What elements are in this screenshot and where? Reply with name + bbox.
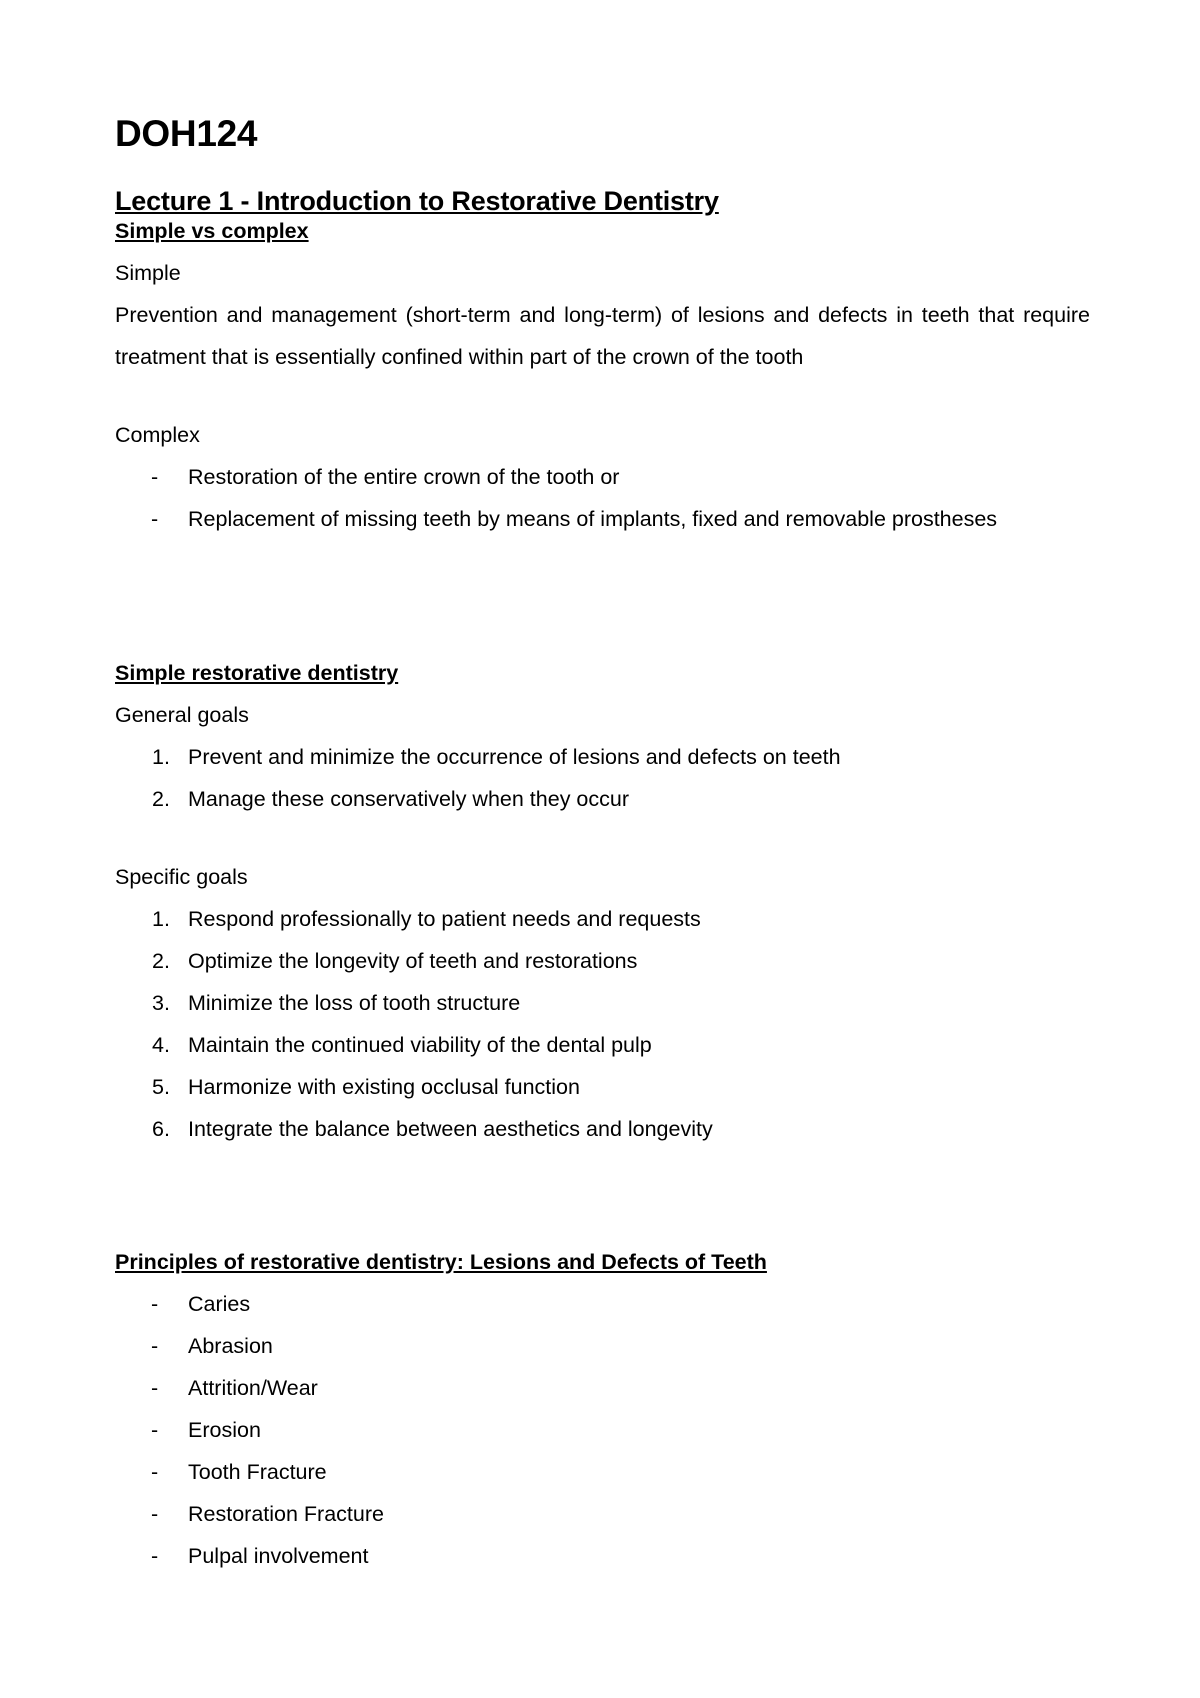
list-item-text: Attrition/Wear bbox=[188, 1376, 318, 1400]
list-item bbox=[115, 1283, 1090, 1325]
list-item-text: Pulpal involvement bbox=[188, 1544, 369, 1568]
lesions-list bbox=[115, 1283, 1090, 1577]
list-item bbox=[115, 1493, 1090, 1535]
section-simple-restorative bbox=[115, 652, 1090, 1150]
list-item bbox=[115, 456, 1090, 498]
number-marker: 1. bbox=[152, 745, 170, 769]
simple-definition: Prevention and management (short-term and long-term) of lesions and defects in teeth that require treatment that is essentially confined within part of the crown of the tooth bbox=[115, 303, 1090, 369]
lecture-title: Lecture 1 - Introduction to Restorative Dentistry bbox=[115, 186, 719, 216]
general-goals-label: General goals bbox=[115, 703, 249, 727]
number-marker: 6. bbox=[152, 1117, 170, 1141]
list-item-text: Optimize the longevity of teeth and restorations bbox=[188, 949, 638, 973]
dash-marker: - bbox=[151, 1376, 159, 1400]
specific-goals-label: Specific goals bbox=[115, 865, 248, 889]
list-item bbox=[115, 940, 1090, 982]
dash-marker: - bbox=[151, 1334, 159, 1358]
list-item-text: Abrasion bbox=[188, 1334, 273, 1358]
specific-goals-list bbox=[115, 898, 1090, 1150]
list-item bbox=[115, 1451, 1090, 1493]
list-item bbox=[115, 498, 1090, 540]
dash-marker: - bbox=[151, 1544, 159, 1568]
dash-marker: - bbox=[151, 1292, 159, 1316]
section-heading: Principles of restorative dentistry: Lesions and Defects of Teeth bbox=[115, 1250, 767, 1274]
list-item-text: Minimize the loss of tooth structure bbox=[188, 991, 521, 1015]
list-item-text: Respond professionally to patient needs and requests bbox=[188, 907, 701, 931]
list-item-text: Prevent and minimize the occurrence of lesions and defects on teeth bbox=[188, 745, 841, 769]
number-marker: 5. bbox=[152, 1075, 170, 1099]
general-goals-list bbox=[115, 736, 1090, 820]
simple-label: Simple bbox=[115, 261, 181, 285]
dash-marker: - bbox=[151, 1460, 159, 1484]
list-item bbox=[115, 982, 1090, 1024]
section-simple-vs-complex bbox=[115, 210, 1090, 540]
list-item-text: Manage these conservatively when they occur bbox=[188, 787, 629, 811]
spacer bbox=[115, 820, 1090, 856]
course-code-title: DOH124 bbox=[115, 113, 258, 154]
list-item-text: Replacement of missing teeth by means of implants, fixed and removable prostheses bbox=[188, 507, 998, 531]
section-heading: Simple restorative dentistry bbox=[115, 661, 399, 685]
spacer bbox=[115, 378, 1090, 414]
number-marker: 1. bbox=[152, 907, 170, 931]
list-item bbox=[115, 778, 1090, 820]
dash-marker: - bbox=[151, 1502, 159, 1526]
list-item bbox=[115, 898, 1090, 940]
list-item-text: Harmonize with existing occlusal function bbox=[188, 1075, 580, 1099]
list-item-text: Restoration of the entire crown of the tooth or bbox=[188, 465, 620, 489]
list-item bbox=[115, 1367, 1090, 1409]
section-heading: Simple vs complex bbox=[115, 219, 309, 243]
section-principles bbox=[115, 1241, 1090, 1577]
list-item-text: Caries bbox=[188, 1292, 251, 1316]
complex-list bbox=[115, 456, 1090, 540]
list-item bbox=[115, 1108, 1090, 1150]
number-marker: 2. bbox=[152, 949, 170, 973]
list-item-text: Tooth Fracture bbox=[188, 1460, 327, 1484]
dash-marker: - bbox=[151, 465, 159, 489]
list-item bbox=[115, 1535, 1090, 1577]
list-item-text: Integrate the balance between aesthetics and longevity bbox=[188, 1117, 713, 1141]
document-page bbox=[115, 0, 1090, 1698]
dash-marker: - bbox=[151, 507, 159, 531]
list-item-text: Maintain the continued viability of the dental pulp bbox=[188, 1033, 652, 1057]
list-item bbox=[115, 1024, 1090, 1066]
dash-marker: - bbox=[151, 1418, 159, 1442]
list-item-text: Restoration Fracture bbox=[188, 1502, 384, 1526]
list-item bbox=[115, 736, 1090, 778]
list-item bbox=[115, 1066, 1090, 1108]
number-marker: 4. bbox=[152, 1033, 170, 1057]
number-marker: 2. bbox=[152, 787, 170, 811]
list-item-text: Erosion bbox=[188, 1418, 261, 1442]
number-marker: 3. bbox=[152, 991, 170, 1015]
list-item bbox=[115, 1325, 1090, 1367]
complex-label: Complex bbox=[115, 423, 200, 447]
list-item bbox=[115, 1409, 1090, 1451]
